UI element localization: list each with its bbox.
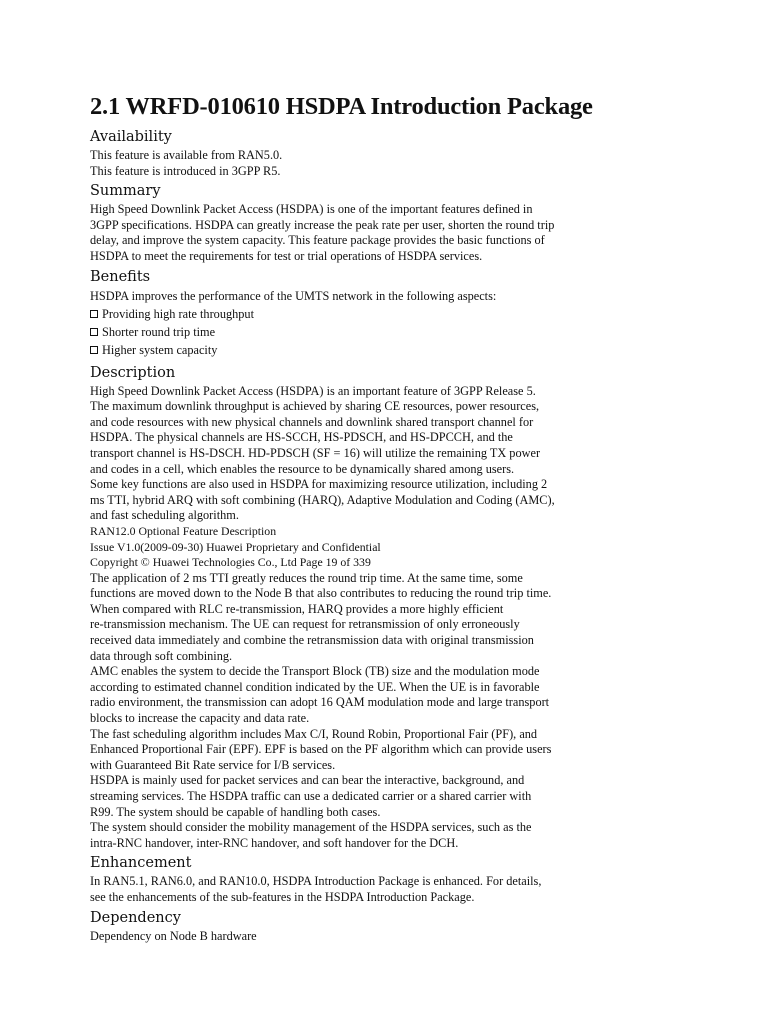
summary-text: High Speed Downlink Packet Access (HSDPA) is one of the important features defined in 3GPP specifications. HSDPA can greatly increase the peak rate per user, shorten the round trip delay, and improve the system capacity. This feature package provides the basic functions of HSDPA to meet the requirements for test or trial operations of HSDPA services.	[90, 202, 555, 263]
benefit-item-label: Providing high rate throughput	[102, 306, 254, 321]
availability-line: This feature is available from RAN5.0.	[90, 148, 283, 162]
benefits-intro: HSDPA improves the performance of the UMTS network in the following aspects:	[90, 288, 497, 303]
enhancement-text: In RAN5.1, RAN6.0, and RAN10.0, HSDPA Introduction Package is enhanced. For details, see the enhancements of the sub-features in the HSDPA Introduction Package.	[90, 874, 542, 904]
benefit-item	[90, 305, 710, 323]
description-paragraph: The application of 2 ms TTI greatly reduces the round trip time. At the same time, some functions are moved down to the Node B that also contributes to reducing the round trip time. When compared with RLC re-transmission, HARQ provides a more highly efficient re-transmission mechanism. The UE can request for retransmission of only erroneously received data immediately and combine the retransmission data with original transmission data through soft combining.	[90, 570, 552, 663]
availability-line: This feature is introduced in 3GPP R5.	[90, 163, 281, 178]
checkbox-bullet-icon	[90, 310, 98, 318]
availability-heading: Availability	[90, 129, 172, 145]
page-footer: RAN12.0 Optional Feature Description Issue V1.0(2009-09-30) Huawei Proprietary and Confidential Copyright © Huawei Technologies Co., Ltd Page 19 of 339	[90, 523, 381, 570]
benefits-heading: Benefits	[90, 268, 151, 285]
dependency-heading: Dependency	[90, 909, 181, 926]
description-paragraph: AMC enables the system to decide the Transport Block (TB) size and the modulation mode according to estimated channel condition indicated by the UE. When the UE is in favorable radio environment, the transmission can adopt 16 QAM modulation mode and large transport blocks to increase the capacity and data rate.	[90, 664, 550, 726]
description-paragraph: HSDPA is mainly used for packet services and can bear the interactive, background, and streaming services. The HSDPA traffic can use a dedicated carrier or a shared carrier with R99. The system should be capable of handling both cases.	[90, 773, 532, 819]
benefit-item	[90, 341, 710, 359]
description-heading: Description	[90, 364, 176, 381]
enhancement-heading: Enhancement	[90, 855, 192, 872]
benefit-item-label: Higher system capacity	[102, 342, 218, 357]
description-paragraph: The system should consider the mobility management of the HSDPA services, such as the intra-RNC handover, inter-RNC handover, and soft handover for the DCH.	[90, 820, 532, 850]
document-page	[90, 92, 710, 944]
description-paragraph: The fast scheduling algorithm includes Max C/I, Round Robin, Proportional Fair (PF), and Enhanced Proportional Fair (EPF). EPF is based on the PF algorithm which can provide users with Guaranteed Bit Rate service for I/B services.	[90, 726, 552, 772]
checkbox-bullet-icon	[90, 328, 98, 336]
description-paragraph: High Speed Downlink Packet Access (HSDPA) is an important feature of 3GPP Release 5. The maximum downlink throughput is achieved by sharing CE resources, power resources, and code resources with new physical channels and downlink shared transport channel for HSDPA. The physical channels are HS-SCCH, HS-PDSCH, and HS-DPCCH, and the transport channel is HS-DSCH. HD-PDSCH (SF = 16) will utilize the remaining TX power and codes in a cell, which enables the resource to be dynamically shared among users. Some key functions are also used in HSDPA for maximizing resource utilization, including 2 ms TTI, hybrid ARQ with soft combining (HARQ), Adaptive Modulation and Coding (AMC), and fast scheduling algorithm.	[90, 383, 555, 523]
dependency-text: Dependency on Node B hardware	[90, 928, 257, 943]
checkbox-bullet-icon	[90, 346, 98, 354]
benefit-item	[90, 323, 710, 341]
benefit-item-label: Shorter round trip time	[102, 324, 216, 339]
page-title: 2.1 WRFD-010610 HSDPA Introduction Package	[90, 93, 593, 120]
summary-heading: Summary	[90, 183, 161, 200]
